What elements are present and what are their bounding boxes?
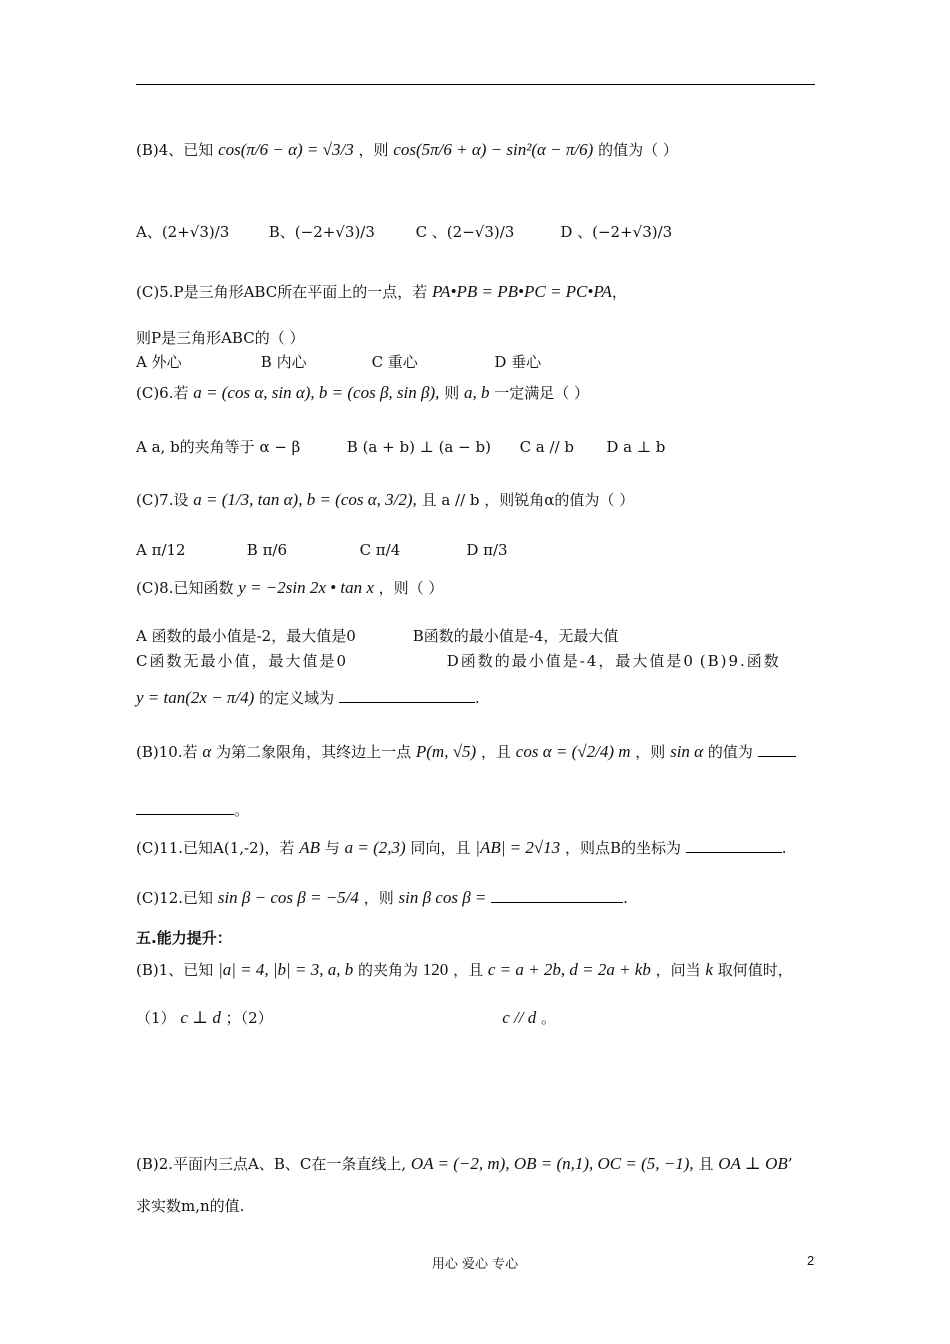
q8-options-row-2 (136, 651, 781, 671)
q10-target: sin α (670, 742, 704, 761)
question-9: y = tan(2x − π/4) 的定义域为 . (136, 688, 480, 707)
q11-tag: (C)11.已知A(1,-2)，若 (136, 839, 295, 857)
q10-point: P(m, √5) (415, 742, 477, 761)
p1-k: k (705, 960, 713, 979)
q7-options (136, 540, 508, 560)
question-8 (136, 578, 443, 598)
q11-length: |AB| = 2√13 (475, 838, 561, 857)
p1-and: ，且 (453, 961, 484, 979)
page-number: 2 (807, 1253, 815, 1268)
p2-condition: OA = (−2, m), OB = (n,1), OC = (5, −1), (410, 1154, 694, 1173)
q10-line-2 (136, 800, 249, 820)
q7-tag: (C)7.设 (136, 491, 189, 509)
q8-ask: ，则（ ） (378, 579, 444, 597)
q7-option-d: D π/3 (466, 541, 508, 559)
question-4 (136, 140, 678, 160)
q8-tag: (C)8.已知函数 (136, 579, 234, 597)
p2-and: 且 (698, 1155, 714, 1173)
q6-then: 则 (444, 384, 460, 402)
problem-1-parts (136, 1008, 556, 1028)
p1-condition: |a| = 4, |b| = 3, a, b (218, 960, 354, 979)
q5-options (136, 352, 541, 372)
p2-ask: 求实数m,n的值. (136, 1197, 245, 1215)
q4-option-a: A、(2+√3)/3 (136, 223, 230, 241)
q4-tag: (B)4、已知 (136, 141, 214, 159)
p1-perpendicular: c ⊥ d (180, 1008, 221, 1027)
q6-vars: a, b (463, 383, 490, 402)
q4-ask: 的值为（ ） (598, 141, 678, 159)
q9-tag: (B)9.函数 (699, 652, 781, 670)
section-5-title: 五.能力提升： (136, 929, 232, 947)
q9-function: y = tan(2x − π/4) (136, 688, 255, 707)
problem-2: (B)2.平面内三点A、B、C在一条直线上, OA = (−2, m), OB = (n,1), OC = (5, −1), 且 OA ⊥ OB’ (136, 1154, 793, 1173)
q7-option-c: C π/4 (359, 541, 401, 559)
q10-answer-blank-1 (758, 742, 796, 757)
p1-ask-1: ，问当 (655, 961, 701, 979)
q10-mid: 为第二象限角，其终边上一点 (216, 743, 412, 761)
problem-1 (136, 960, 793, 980)
p1-tag: (B)1、已知 (136, 961, 214, 979)
p1-end: 。 (541, 1009, 557, 1027)
p2-tag: (B)2.平面内三点A、B、C在一条直线上, (136, 1155, 407, 1173)
q5-option-d: D 垂心 (494, 353, 542, 371)
q12-answer-blank (491, 888, 623, 903)
p1-semicolon: ；（2） (225, 1009, 273, 1027)
q10-condition: cos α = (√2/4) m (515, 742, 631, 761)
q11-ask: ，则点B的坐标为 (564, 839, 681, 857)
q11-with: 与 (324, 839, 340, 857)
question-7 (136, 490, 634, 510)
p1-angle: 120 (422, 960, 449, 979)
q8-options-row-1 (136, 626, 618, 646)
q5-option-a: A 外心 (136, 353, 182, 371)
footer-slogan: 用心 爱心 专心 (431, 1257, 519, 1272)
q10-end: 。 (234, 801, 250, 819)
q8-option-b: B函数的最小值是-4，无最大值 (412, 627, 619, 645)
question-11: (C)11.已知A(1,-2)，若 AB 与 a = (2,3) 同向，且 |AB| = 2√13 ，则点B的坐标为 . (136, 838, 787, 857)
q6-option-d: D a ⊥ b (606, 438, 666, 456)
q4-option-b: B、(−2+√3)/3 (268, 223, 375, 241)
q11-same: 同向，且 (410, 839, 471, 857)
q10-ask: 的值为 (707, 743, 753, 761)
q5-ask: 则P是三角形ABC的（ ） (136, 329, 305, 347)
p1-angle-text: 的夹角为 (357, 961, 418, 979)
q11-answer-blank (686, 838, 782, 853)
p1-ask-2: 取何值时， (717, 961, 793, 979)
q12-then: ，则 (363, 889, 394, 907)
q6-options (136, 437, 665, 457)
header-rule (136, 84, 815, 85)
q12-expression: sin β cos β = (398, 888, 487, 907)
q10-answer-blank-2 (136, 800, 234, 815)
q4-then: ，则 (358, 141, 389, 159)
q6-option-c: C a // b (519, 438, 574, 456)
q11-vector-a: a = (2,3) (344, 838, 406, 857)
q5-tag: (C)5.P是三角形ABC所在平面上的一点，若 (136, 283, 428, 301)
q8-option-d: D函数的最小值是-4，最大值是0 (446, 652, 695, 670)
q7-option-b: B π/6 (246, 541, 288, 559)
q7-condition: a = (1/3, tan α), b = (cos α, 3/2), (193, 490, 417, 509)
q4-option-d: D 、(−2+√3)/3 (560, 223, 673, 241)
q9-answer-blank (339, 688, 475, 703)
q12-condition: sin β − cos β = −5/4 (217, 888, 359, 907)
q10-tag: (B)10.若 (136, 743, 198, 761)
q5-condition: PA•PB = PB•PC = PC•PA (431, 282, 612, 301)
q4-condition: cos(π/6 − α) = √3/3 (218, 140, 354, 159)
q6-tag: (C)6.若 (136, 384, 189, 402)
p2-perpendicular: OA ⊥ OB (718, 1154, 788, 1173)
q4-option-c: C 、(2−√3)/3 (415, 223, 515, 241)
question-10: (B)10.若 α 为第二象限角，其终边上一点 P(m, √5) ，且 cos α = (√2/4) m ，则 sin α 的值为 (136, 742, 796, 762)
q7-then: 且 a // b ，则锐角α的值为（ ） (421, 491, 635, 509)
q8-option-a: A 函数的最小值是-2，最大值是0 (136, 627, 356, 645)
q8-option-c: C函数无最小值，最大值是0 (136, 652, 349, 670)
q11-vector-ab: AB (299, 838, 321, 857)
q5-option-c: C 重心 (371, 353, 418, 371)
question-5: (C)5.P是三角形ABC所在平面上的一点，若 PA•PB = PB•PC = PC•PA， (136, 282, 627, 301)
q4-options (136, 222, 672, 242)
q6-condition: a = (cos α, sin α), b = (cos β, sin β), (193, 383, 440, 402)
q12-tag: (C)12.已知 (136, 889, 214, 907)
q7-option-a: A π/12 (136, 541, 186, 559)
q4-expression: cos(5π/6 + α) − sin²(α − π/6) (393, 140, 594, 159)
q10-then: ，则 (635, 743, 666, 761)
q8-function: y = −2sin 2x • tan x (238, 578, 374, 597)
q9-ask: 的定义域为 (259, 689, 335, 707)
p1-part-1: （1） (136, 1009, 176, 1027)
q10-and: ，且 (481, 743, 512, 761)
q6-option-a: A a, b的夹角等于 α − β (136, 438, 301, 456)
question-6 (136, 383, 589, 403)
question-12: (C)12.已知 sin β − cos β = −5/4 ，则 sin β cos β = . (136, 888, 628, 907)
q6-option-b: B (a + b) ⊥ (a − b) (346, 438, 491, 456)
p1-definitions: c = a + 2b, d = 2a + kb (487, 960, 651, 979)
p1-parallel: c // d (502, 1008, 537, 1027)
q5-option-b: B 内心 (260, 353, 307, 371)
q6-ask: 一定满足（ ） (494, 384, 590, 402)
